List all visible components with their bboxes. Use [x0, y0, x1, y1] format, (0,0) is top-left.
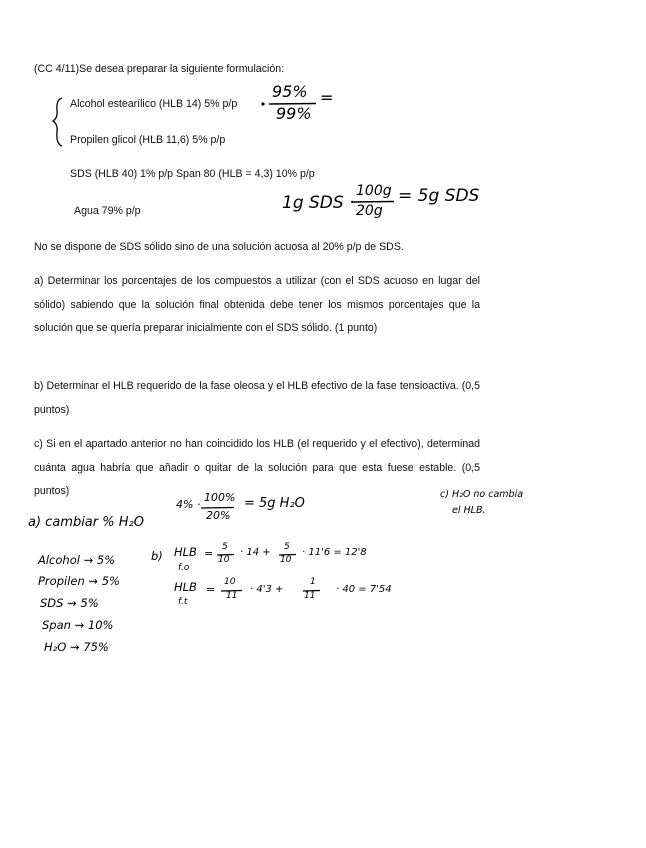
hw-list-item-sds: SDS ⇝ 5% — [40, 596, 99, 610]
hw-water-denominator: 20% — [206, 509, 231, 522]
hw-list-item-span: Span ⇝ 10% — [42, 618, 114, 632]
hw-water-prefix: 4% · — [176, 498, 201, 511]
hw-c-note-line-1: c) H₂O no cambia — [440, 489, 524, 500]
hw-sds-denominator: 20g — [356, 203, 383, 219]
question-b: b) Determinar el HLB requerido de la fase oleosa y el HLB efectivo de la fase tensioactiva. (0,5 puntos) — [34, 380, 480, 416]
heading: (CC 4/11)Se desea preparar la siguiente formulación: — [34, 63, 285, 75]
hw-sds-numerator: 100g — [356, 183, 392, 199]
hw-hlb-ft-term-1: · 4'3 + — [250, 584, 284, 595]
sds-note: No se dispone de SDS sólido sino de una solución acuosa al 20% p/p de SDS. — [34, 241, 404, 253]
hw-water-result: = 5g H₂O — [244, 496, 305, 511]
question-c: c) Si en el apartado anterior no han coincidido los HLB (el requerido y el efectivo), determinad cuánta agua habría que añadir o quitar de la solución para que esta fuese estable. (0,5 puntos) — [34, 438, 480, 497]
hw-water-numerator: 100% — [204, 491, 236, 504]
hw-hlb-fo-term-1: · 14 + — [240, 547, 271, 558]
hw-top-fraction-numerator: 95% — [272, 82, 308, 101]
hw-a-label: a) cambiar % H₂O — [28, 515, 144, 530]
formulation-line-1: Alcohol estearílico (HLB 14) 5% p/p — [70, 98, 238, 110]
hw-hlb-fo-subscript: f.o — [178, 563, 190, 573]
hw-hlb-ft-equals: = — [206, 583, 216, 596]
formulation-line-4: Agua 79% p/p — [74, 205, 141, 217]
left-brace-mark — [52, 96, 66, 148]
handwritten-bullet — [260, 101, 266, 107]
hw-hlb-ft-fraction-1-denominator: 11 — [226, 591, 238, 601]
question-a: a) Determinar los porcentajes de los compuestos a utilizar (con el SDS acuoso en lugar del sólido) sabiendo que la solución final obtenida debe tener los mismos porcentajes que la solución que se quería preparar inicialmente con el SDS sólido. (1 punto) — [34, 275, 480, 334]
hw-hlb-fo-label: HLB — [174, 545, 197, 559]
hw-hlb-fo-fraction-2-numerator: 5 — [284, 542, 290, 552]
hw-hlb-fo-fraction-2-denominator: 10 — [280, 555, 292, 565]
hw-hlb-fo-equals: = — [204, 547, 214, 560]
hw-hlb-ft-fraction-1-numerator: 10 — [224, 577, 236, 587]
hw-c-note-line-2: el HLB. — [452, 505, 486, 516]
hw-hlb-fo-fraction-1-numerator: 5 — [222, 542, 228, 552]
hw-hlb-fo-term-2: · 11'6 = 12'8 — [302, 547, 367, 558]
hw-list-item-propilen: Propilen ⇝ 5% — [38, 574, 120, 588]
hw-hlb-ft-fraction-2-denominator: 11 — [304, 591, 316, 601]
hw-list-item-alcohol: Alcohol ⇝ 5% — [38, 553, 116, 567]
formulation-line-3: SDS (HLB 40) 1% p/p Span 80 (HLB = 4,3) 10% p/p — [70, 168, 315, 180]
hw-b-label: b) — [151, 549, 163, 563]
hw-hlb-ft-subscript: f.t — [178, 597, 188, 607]
hw-hlb-ft-label: HLB — [174, 580, 197, 594]
hw-top-equals: = — [320, 88, 334, 107]
hw-sds-result: = 5g SDS — [398, 186, 480, 206]
hw-top-fraction-denominator: 99% — [276, 104, 312, 123]
hw-hlb-ft-term-2: · 40 = 7'54 — [336, 584, 392, 595]
hw-list-item-water: H₂O ⇝ 75% — [44, 640, 109, 654]
hw-hlb-fo-fraction-1-denominator: 10 — [218, 555, 230, 565]
formulation-line-2: Propilen glicol (HLB 11,6) 5% p/p — [70, 134, 226, 146]
hw-sds-lhs: 1g SDS · — [282, 193, 355, 213]
hw-hlb-ft-fraction-2-numerator: 1 — [310, 577, 316, 587]
